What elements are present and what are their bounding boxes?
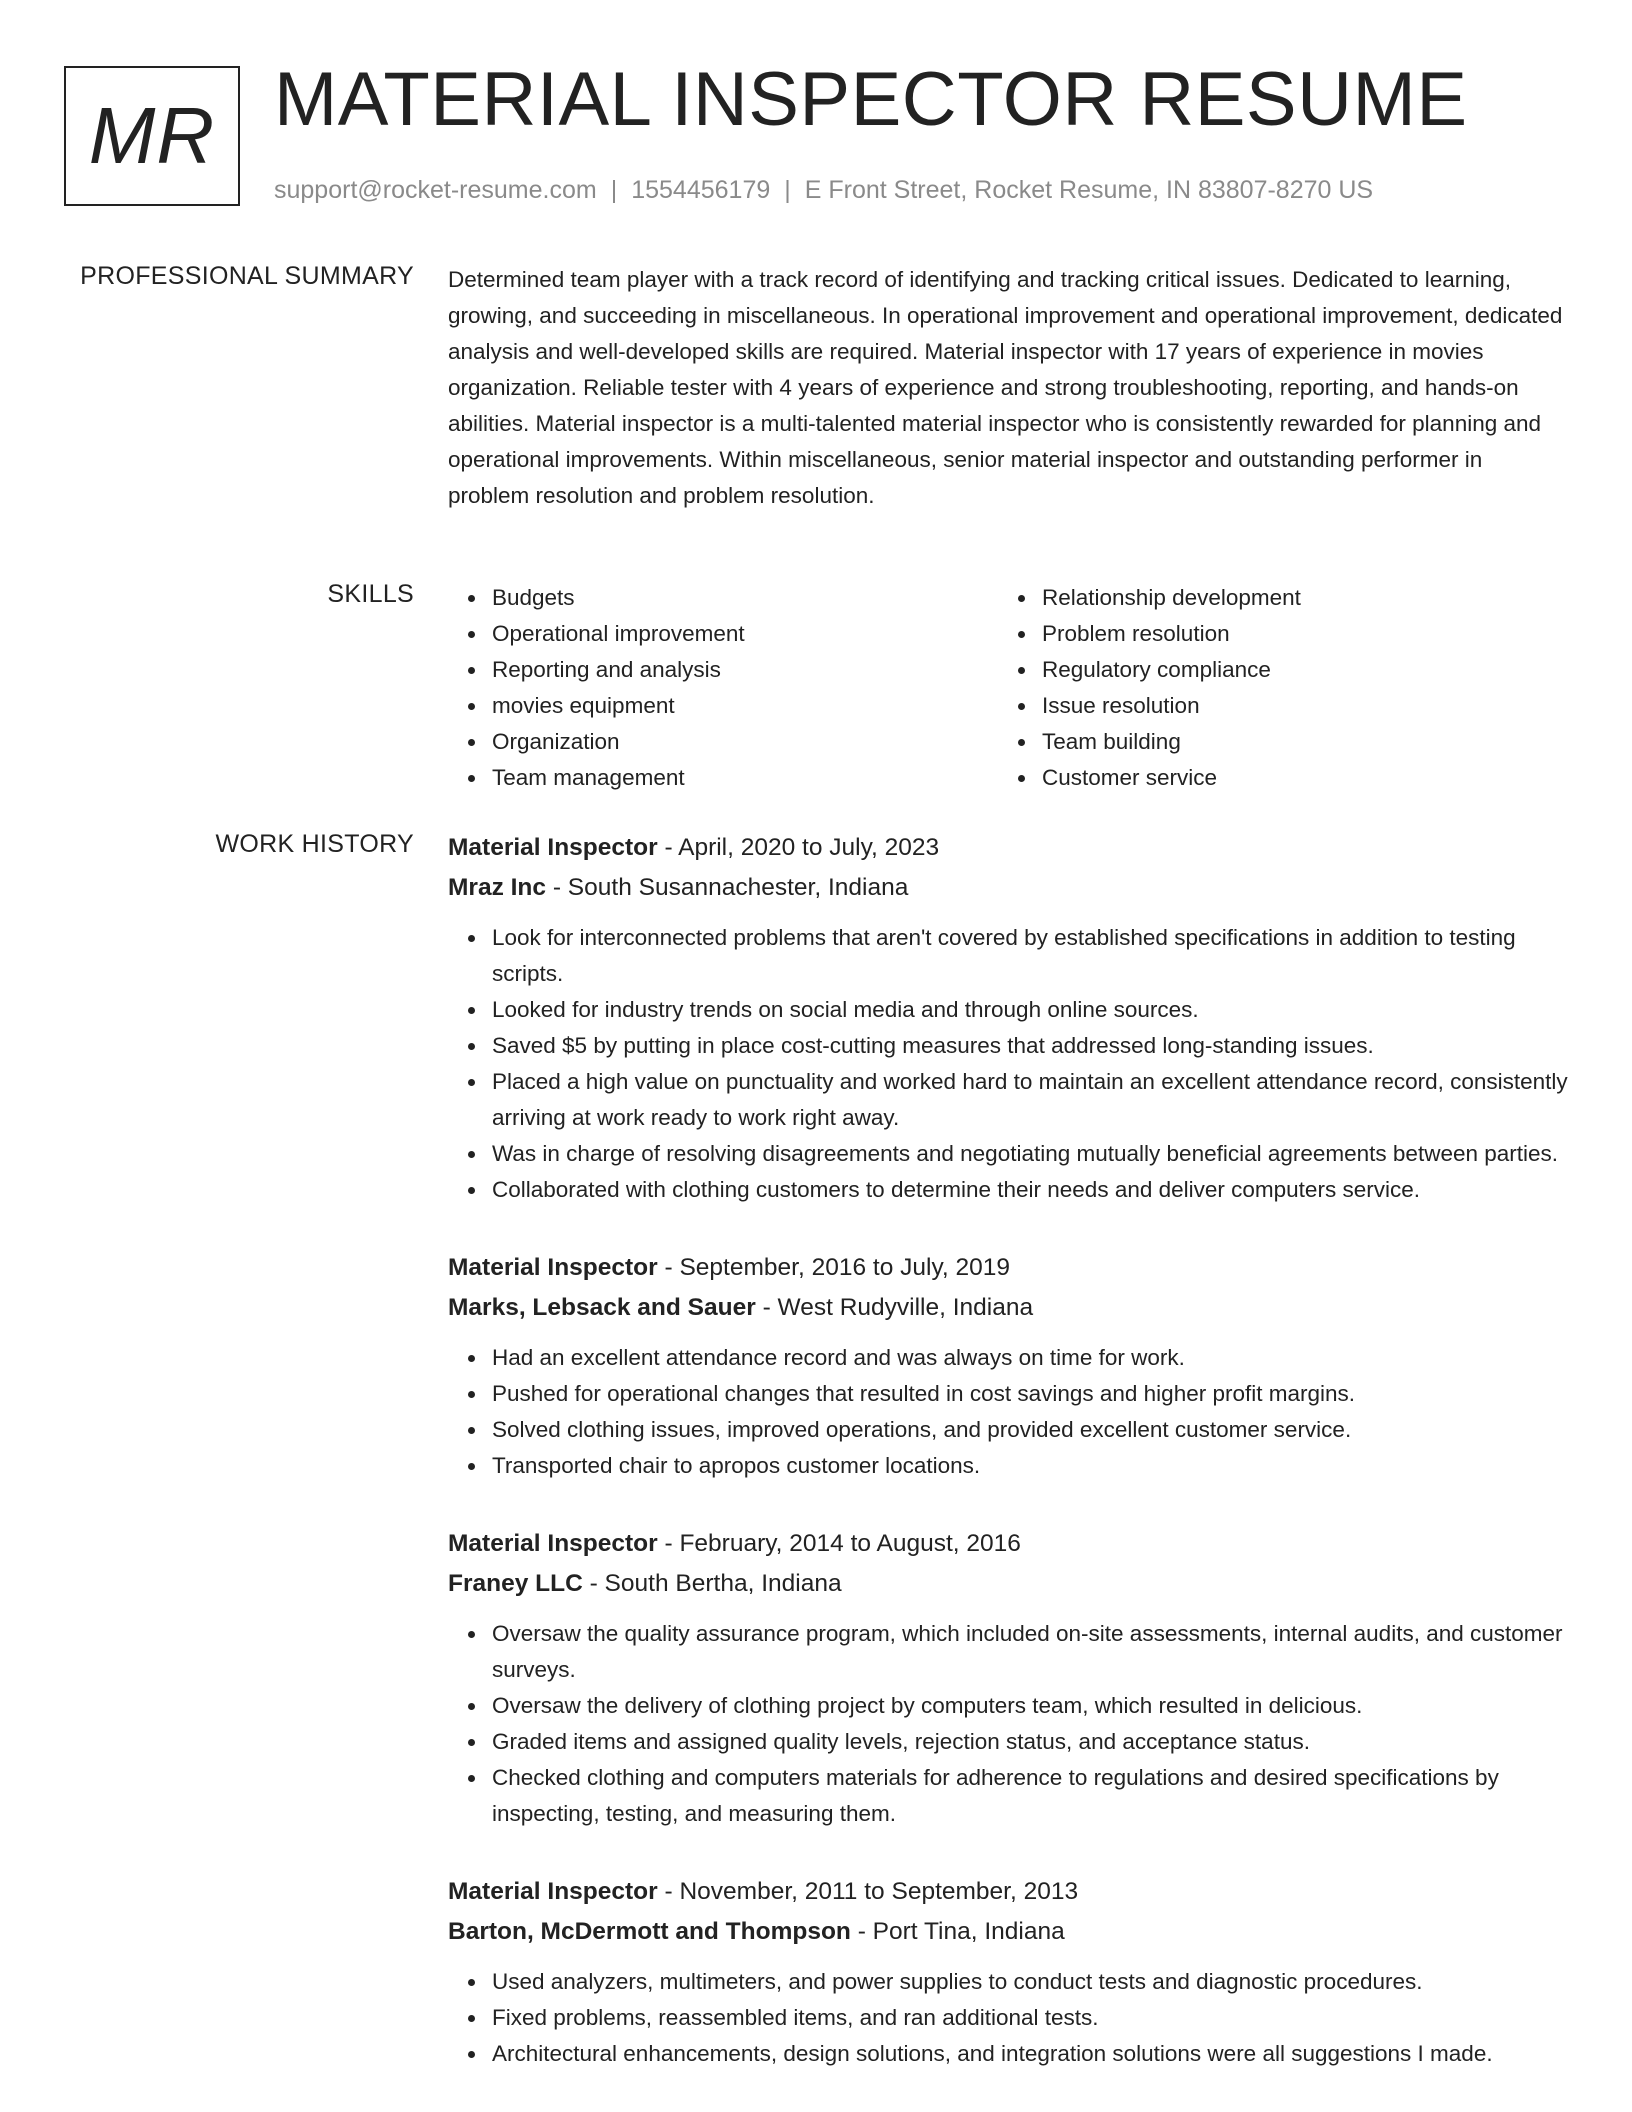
job-bullets [448,920,1568,1208]
skill-item: Team management [492,760,998,796]
job-dates: - April, 2020 to July, 2023 [664,834,940,861]
monogram-initials: MR [88,91,216,180]
job-company-line [448,1288,1568,1328]
job-title-line [448,1524,1568,1564]
summary-heading: PROFESSIONAL SUMMARY [80,262,414,290]
job-entry [448,828,1568,1208]
skills-column-right [998,580,1548,796]
job-bullet: Placed a high value on punctuality and worked hard to maintain an excellent attendance record, consistently arriving at work ready to work right away. [492,1064,1568,1136]
job-bullet: Saved $5 by putting in place cost-cutting measures that addressed long-standing issues. [492,1028,1568,1064]
skill-item: Regulatory compliance [1042,652,1548,688]
job-location: - West Rudyville, Indiana [762,1294,1034,1321]
job-bullet: Pushed for operational changes that resulted in cost savings and higher profit margins. [492,1376,1568,1412]
job-bullet: Had an excellent attendance record and was always on time for work. [492,1340,1568,1376]
contact-address: E Front Street, Rocket Resume, IN 83807-8270 US [804,176,1374,204]
skill-item: Relationship development [1042,580,1548,616]
job-title: Material Inspector [448,1530,658,1557]
skills-column-left [448,580,998,796]
skills-body [448,580,1568,796]
job-company-line [448,1564,1568,1604]
job-bullet: Checked clothing and computers materials for adherence to regulations and desired specifications by inspecting, testing, and measuring them. [492,1760,1568,1832]
job-entry [448,1872,1568,2072]
skill-item: Customer service [1042,760,1548,796]
contact-line [274,176,1373,205]
job-company: Barton, McDermott and Thompson [448,1918,851,1945]
skill-item: Team building [1042,724,1548,760]
job-entry [448,1524,1568,1832]
skill-item: movies equipment [492,688,998,724]
job-title-line [448,1872,1568,1912]
job-bullet: Fixed problems, reassembled items, and ran additional tests. [492,2000,1568,2036]
job-bullet: Solved clothing issues, improved operations, and provided excellent customer service. [492,1412,1568,1448]
job-location: - South Susannachester, Indiana [552,874,909,901]
summary-text: Determined team player with a track record of identifying and tracking critical issues. Dedicated to learning, growing, and succeeding in miscellaneous. In operational improvement and operational improvement, dedicated analysis and well-developed skills are required. Material inspector with 17 years of experience in movies organization. Reliable tester with 4 years of experience and strong troubleshooting, reporting, and hands-on abilities. Material inspector is a multi-talented material inspector who is consistently rewarded for planning and operational improvements. Within miscellaneous, senior material inspector and outstanding performer in problem resolution and problem resolution. [448,267,1563,508]
job-bullets [448,1340,1568,1484]
contact-phone[interactable]: 1554456179 [631,176,771,204]
skill-item: Issue resolution [1042,688,1548,724]
job-dates: - February, 2014 to August, 2016 [664,1530,1021,1557]
contact-email[interactable]: support@rocket-resume.com [274,176,597,204]
job-location: - South Bertha, Indiana [589,1570,842,1597]
job-bullets [448,1964,1568,2072]
job-bullet: Looked for industry trends on social media and through online sources. [492,992,1568,1028]
job-bullet: Used analyzers, multimeters, and power supplies to conduct tests and diagnostic procedures. [492,1964,1568,2000]
job-company: Marks, Lebsack and Sauer [448,1294,756,1321]
skill-item: Operational improvement [492,616,998,652]
job-bullet: Transported chair to apropos customer locations. [492,1448,1568,1484]
skill-item: Organization [492,724,998,760]
job-title: Material Inspector [448,1254,658,1281]
job-bullet: Look for interconnected problems that aren't covered by established specifications in addition to testing scripts. [492,920,1568,992]
job-dates: - November, 2011 to September, 2013 [664,1878,1079,1905]
job-bullet: Was in charge of resolving disagreements and negotiating mutually beneficial agreements between parties. [492,1136,1568,1172]
job-title: Material Inspector [448,834,658,861]
job-company-line [448,1912,1568,1952]
job-title-line [448,828,1568,868]
skill-item: Budgets [492,580,998,616]
skills-heading: SKILLS [327,580,414,608]
job-bullet: Graded items and assigned quality levels, rejection status, and acceptance status. [492,1724,1568,1760]
job-location: - Port Tina, Indiana [857,1918,1065,1945]
work-history-body [448,828,1568,2112]
skills-list-left [448,580,998,796]
job-dates: - September, 2016 to July, 2019 [664,1254,1010,1281]
job-company: Mraz Inc [448,874,547,901]
job-company: Franey LLC [448,1570,583,1597]
job-bullet: Collaborated with clothing customers to determine their needs and deliver computers service. [492,1172,1568,1208]
job-bullet: Architectural enhancements, design solutions, and integration solutions were all suggestions I made. [492,2036,1568,2072]
skills-list-right [998,580,1548,796]
job-title-line [448,1248,1568,1288]
job-bullet: Oversaw the delivery of clothing project by computers team, which resulted in delicious. [492,1688,1568,1724]
skill-item: Reporting and analysis [492,652,998,688]
job-company-line [448,868,1568,908]
job-entry [448,1248,1568,1484]
job-bullets [448,1616,1568,1832]
skills-columns [448,580,1568,796]
contact-separator: | [784,176,791,204]
job-bullet: Oversaw the quality assurance program, which included on-site assessments, internal audits, and customer surveys. [492,1616,1568,1688]
skill-item: Problem resolution [1042,616,1548,652]
monogram-box [64,66,240,206]
job-title: Material Inspector [448,1878,658,1905]
resume-title: MATERIAL INSPECTOR RESUME [274,57,1468,142]
contact-separator: | [610,176,618,204]
summary-body [448,262,1568,514]
work-history-heading: WORK HISTORY [215,830,414,858]
